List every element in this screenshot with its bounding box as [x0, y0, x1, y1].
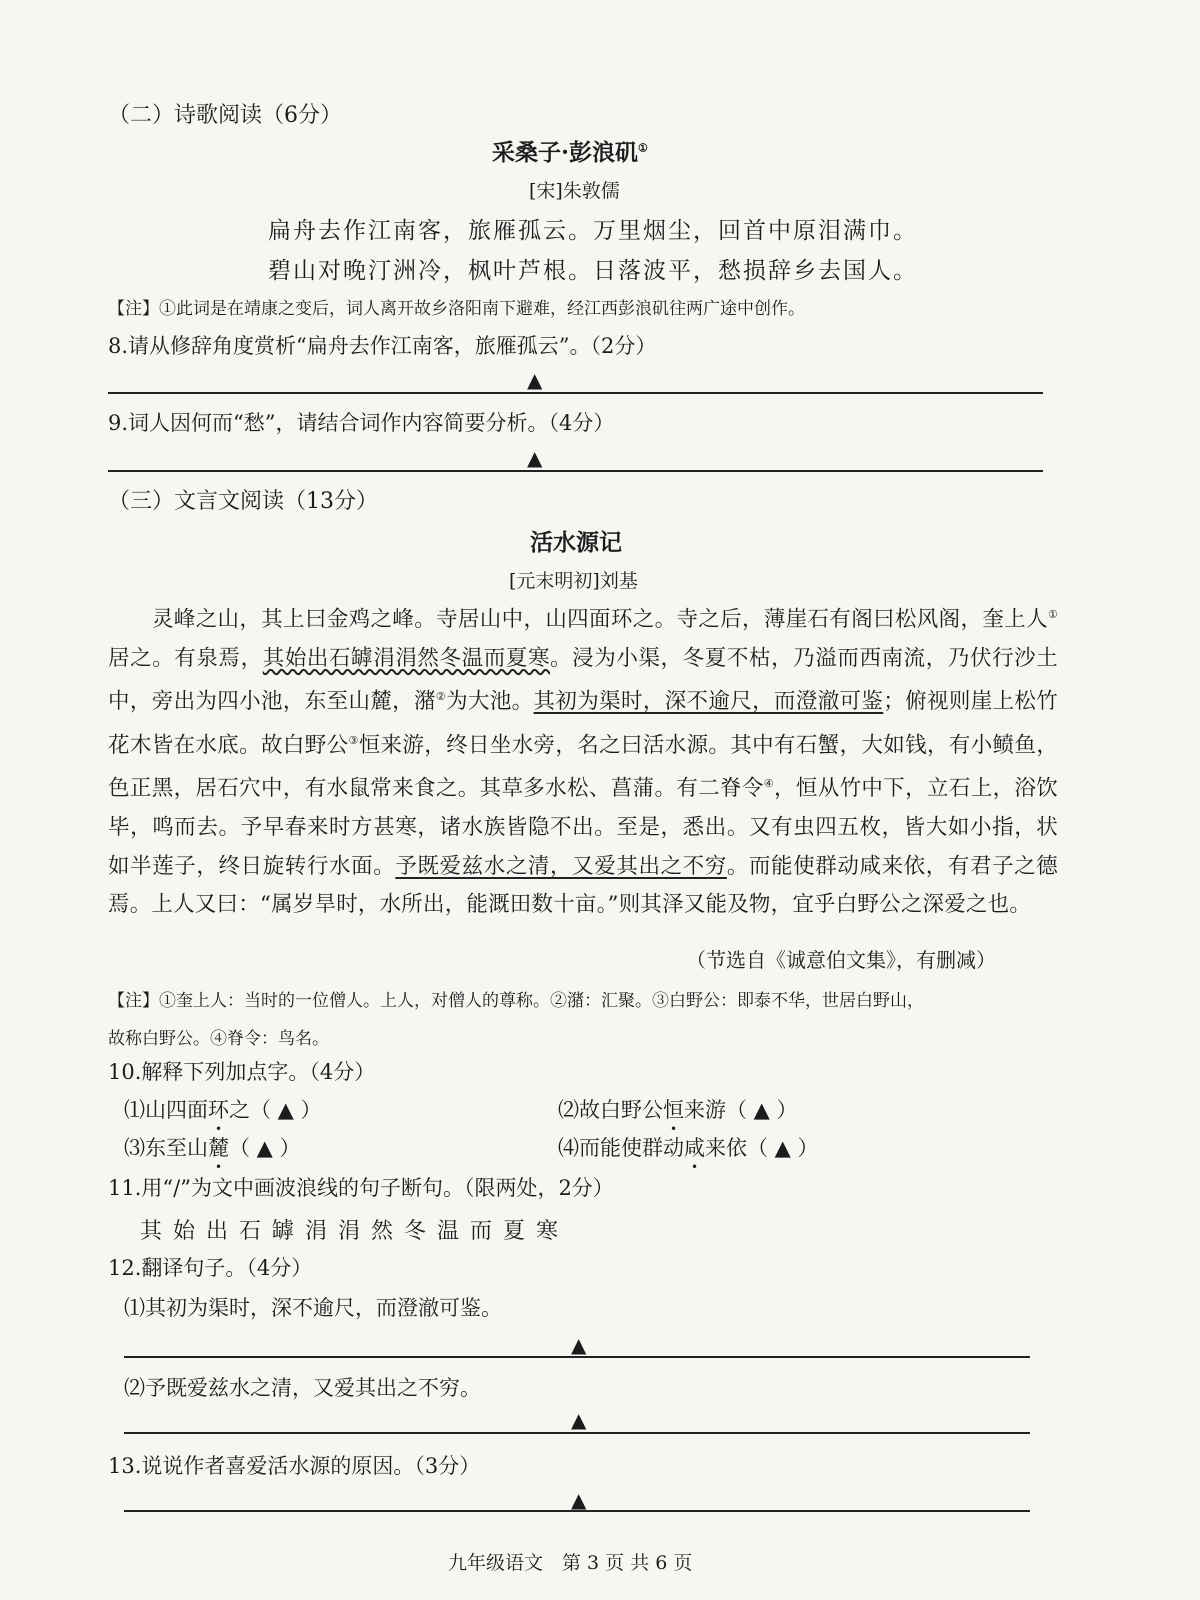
answer-marker-q13: ▲ [571, 1488, 587, 1512]
poem-note: 【注】①此词是在靖康之变后，词人离开故乡洛阳南下避难，经江西彭浪矶往两广途中创作。 [108, 299, 805, 319]
dotted-character: 恒 [663, 1098, 684, 1122]
passage-note-line-1: 【注】①奎上人：当时的一位僧人。上人，对僧人的尊称。②潴：汇聚。③白野公：即泰不华，世居白野山， [108, 991, 924, 1011]
q10-item-text: ⑵故白野公 [558, 1098, 663, 1122]
section-heading-poetry: （二）诗歌阅读（6分） [108, 103, 342, 128]
dotted-character: 环 [208, 1098, 229, 1122]
q10-item-blank[interactable]: 之（ ▲ ） [229, 1098, 322, 1122]
underlined-sentence-1: 其初为渠时，深不逾尺，而澄澈可鉴 [533, 689, 884, 715]
q10-item-text: ⑴山四面 [124, 1098, 208, 1122]
q10-item-blank[interactable]: （ ▲ ） [229, 1136, 301, 1160]
question-8: 8.请从修辞角度赏析“扁舟去作江南客，旅雁孤云”。（2分） [108, 334, 657, 358]
poem-line-1: 扁舟去作江南客，旅雁孤云。万里烟尘，回首中原泪满巾。 [268, 218, 918, 244]
answer-line-q12-1[interactable] [124, 1356, 1030, 1358]
q10-item-blank[interactable]: 来依（ ▲ ） [705, 1136, 819, 1160]
passage-text: 为大池。 [446, 689, 534, 715]
answer-line-q13[interactable] [124, 1510, 1030, 1512]
answer-marker-q9: ▲ [527, 446, 543, 470]
dotted-character: 麓 [208, 1136, 229, 1160]
q10-item-4 [558, 1132, 819, 1162]
q10-item-3 [124, 1132, 301, 1162]
essay-author: [元末明初]刘基 [509, 570, 638, 592]
answer-line-q12-2[interactable] [124, 1432, 1030, 1434]
poem-title-text: 采桑子·彭浪矶 [492, 139, 639, 166]
question-9: 9.词人因何而“愁”，请结合词作内容简要分析。（4分） [108, 411, 615, 435]
q12-sentence-1: ⑴其初为渠时，深不逾尺，而澄澈可鉴。 [124, 1296, 502, 1320]
q10-item-2 [558, 1094, 798, 1124]
q10-item-text: ⑶东至山 [124, 1136, 208, 1160]
footnote-marker: ④ [763, 777, 774, 791]
passage-text: 恒来游，终日坐水旁，名之曰活水源。其中有石蟹，大如钱，有小鲼鱼，色正黑，居石穴中，有水鼠常来食之。其草多水松、菖蒲。有二脊令 [108, 732, 1059, 802]
answer-marker-q8: ▲ [527, 368, 543, 392]
footnote-marker: ③ [348, 733, 359, 747]
question-12: 12.翻译句子。（4分） [108, 1256, 313, 1280]
passage-text: ，恒从竹中下，立石上，浴饮毕，鸣而去。予早春来时方甚寒，诸水族皆隐不出。至是，悉出。又有虫四五枚，皆大如小指，状如半莲子，终日旋转行水面。 [108, 776, 1059, 879]
essay-passage [108, 596, 1058, 925]
wavy-underlined-sentence: 其始出石罅涓涓然冬温而夏寒 [262, 645, 551, 671]
passage-text: 灵峰之山，其上曰金鸡之峰。寺居山中，山四面环之。寺之后，薄崖石有阁曰松风阁，奎上人 [152, 607, 1048, 633]
poem-title [492, 134, 648, 167]
answer-marker-q12-2: ▲ [571, 1408, 587, 1432]
section-heading-classical: （三）文言文阅读（13分） [108, 489, 378, 514]
question-10: 10.解释下列加点字。（4分） [108, 1060, 376, 1084]
passage-text: 居之。有泉焉， [108, 645, 263, 671]
passage-text: 。而能使群动咸来依，有君子之德焉。上人又曰：“属岁旱时，水所出，能溉田数十亩。”则其泽又能及物，宜乎白野公之深爱之也。 [108, 853, 1058, 918]
q12-sentence-2: ⑵予既爱兹水之清，又爱其出之不穷。 [124, 1376, 481, 1400]
page-footer: 九年级语文 第 3 页 共 6 页 [448, 1552, 693, 1574]
passage-text: ；俯视则崖上松竹花木皆在水底。故白野公 [108, 689, 1058, 758]
poem-line-2: 碧山对晚汀洲冷，枫叶芦根。日落波平，愁损辞乡去国人。 [268, 258, 918, 284]
answer-marker-q12-1: ▲ [571, 1333, 587, 1357]
essay-title: 活水源记 [530, 529, 622, 556]
answer-line-q8[interactable] [108, 392, 1043, 394]
dotted-character: 咸 [684, 1136, 705, 1160]
q10-item-1 [124, 1094, 322, 1124]
question-13: 13.说说作者喜爱活水源的原因。（3分） [108, 1454, 481, 1478]
poem-author: [宋]朱敦儒 [529, 180, 620, 202]
passage-note-line-2: 故称白野公。④脊令：鸟名。 [108, 1029, 329, 1049]
q11-sentence[interactable]: 其始出石罅涓涓然冬温而夏寒 [140, 1219, 570, 1244]
q10-item-text: ⑷而能使群动 [558, 1136, 684, 1160]
question-11: 11.用“/”为文中画波浪线的句子断句。（限两处，2分） [108, 1176, 614, 1200]
answer-line-q9[interactable] [108, 470, 1043, 472]
poem-title-footnote: ① [638, 141, 648, 155]
passage-text: 。浸为小渠，冬夏不枯，乃溢而西南流，乃伏行沙土中，旁出为四小池，东至山麓，潴 [108, 645, 1058, 715]
q10-item-blank[interactable]: 来游（ ▲ ） [684, 1098, 798, 1122]
underlined-sentence-2: 予既爱兹水之清，又爱其出之不穷 [395, 853, 727, 879]
passage-source: （节选自《诚意伯文集》，有删减） [686, 948, 996, 972]
footnote-marker: ① [1047, 608, 1058, 621]
footnote-marker: ② [435, 690, 447, 704]
